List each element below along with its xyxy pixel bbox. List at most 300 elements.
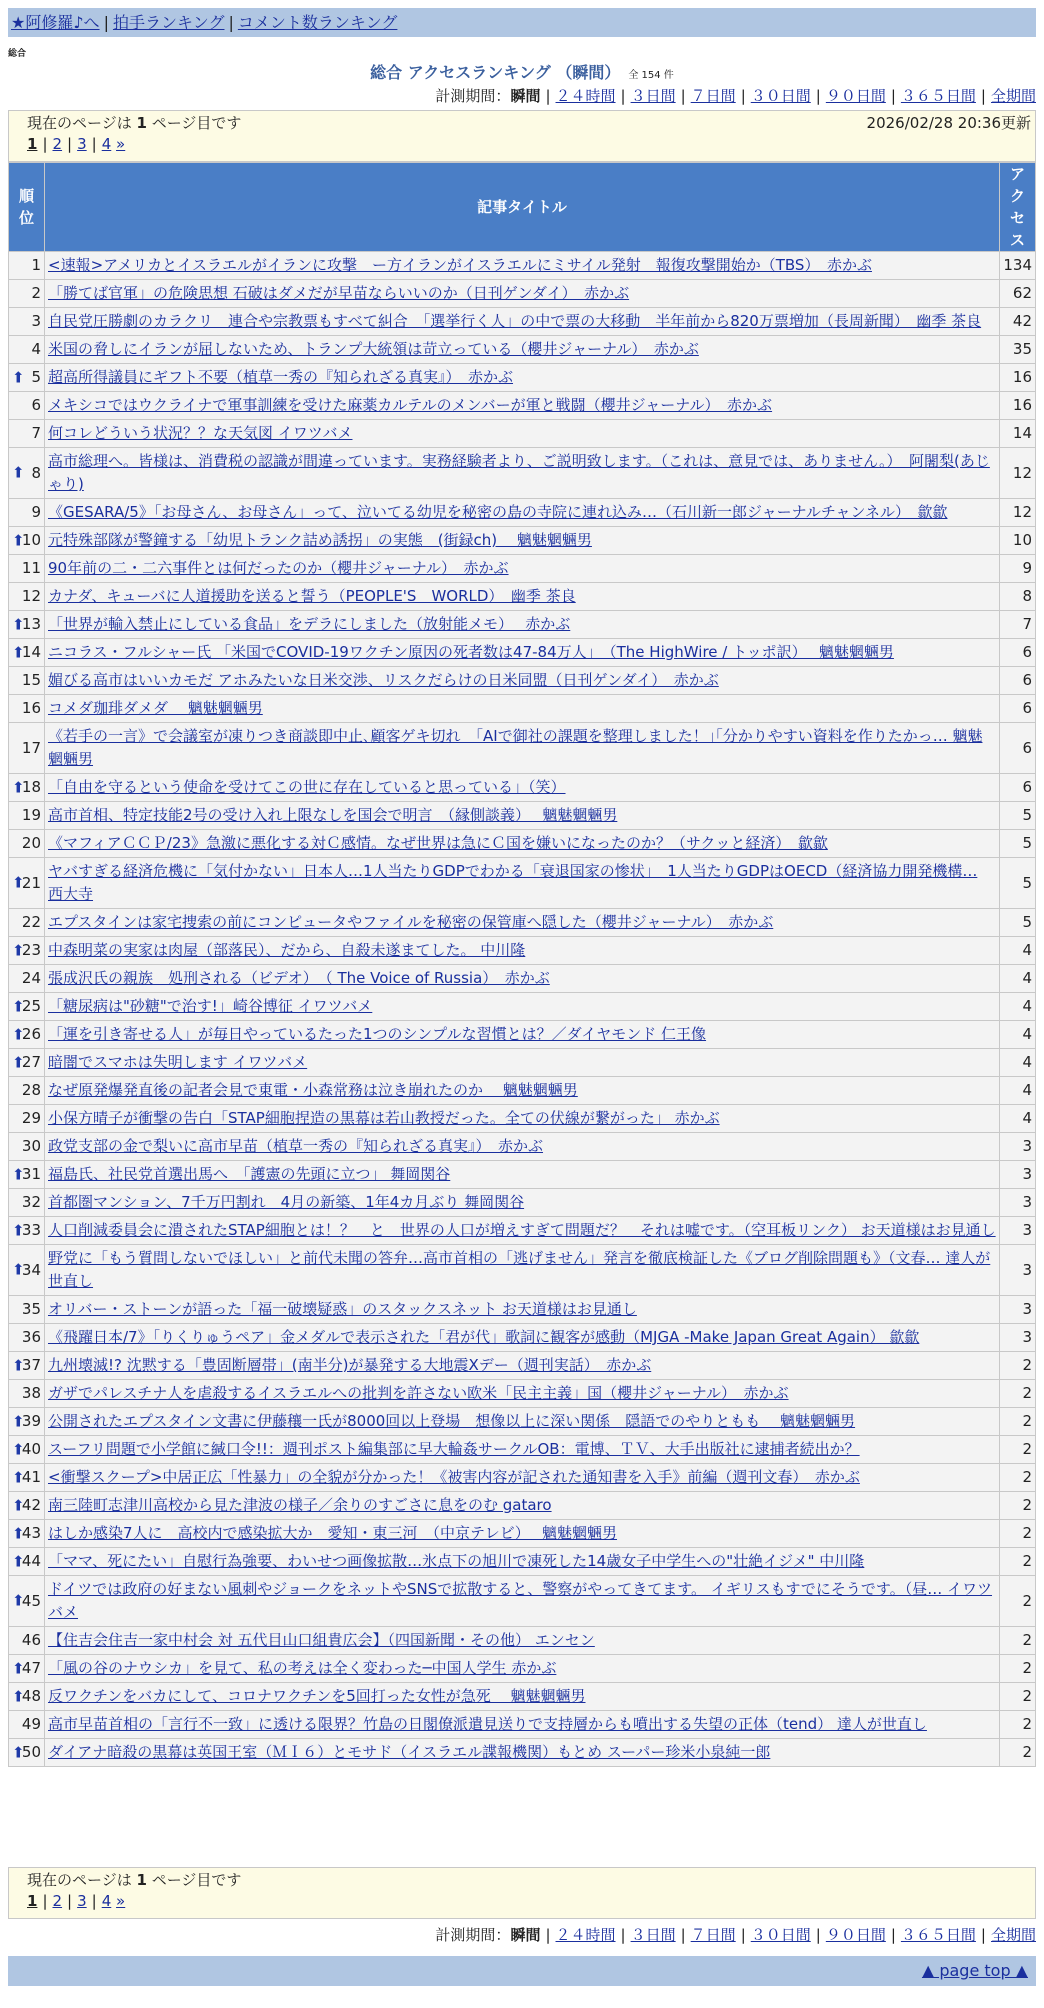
title-cell [45, 280, 1000, 308]
article-title-link[interactable]: エプスタインは家宅捜索の前にコンピュータやファイルを秘密の保管庫へ隠した（櫻井ジャーナル） 赤かぶ [48, 913, 774, 931]
updated-timestamp: 2026/02/28 20:36更新 [866, 114, 1031, 132]
period-option-link[interactable]: ９０日間 [825, 1926, 886, 1944]
rank-cell [9, 1683, 45, 1711]
article-title-link[interactable]: ドイツでは政府の好まない風刺やジョークをネットやSNSで拡散すると、警察がやってきてます。 イギリスもすでにそうです。（昼… イワツバメ [48, 1580, 993, 1621]
article-title-link[interactable]: 【住吉会住吉一家中村会 対 五代目山口組貴広会】（四国新聞・その他） エンセン [48, 1631, 595, 1649]
rank-number: 11 [21, 559, 41, 577]
article-title-link[interactable]: 高市総理へ。皆様は、消費税の認識が間違っています。実務経験者より、ご説明致します。（これは、意見では、ありません。） 阿闍梨(あじゃり) [48, 452, 990, 493]
home-link[interactable]: ★阿修羅♪へ [11, 13, 100, 32]
up-arrow-icon: ⬆ [12, 1260, 25, 1279]
access-count: 2 [1000, 1739, 1036, 1767]
title-cell [45, 499, 1000, 527]
rank-cell [9, 1077, 45, 1105]
table-row [9, 448, 1036, 499]
rank-cell [9, 1161, 45, 1189]
table-row [9, 1408, 1036, 1436]
title-cell [45, 555, 1000, 583]
period-option-link[interactable]: ２４時間 [555, 87, 616, 105]
title-cell [45, 336, 1000, 364]
rank-number: 40 [21, 1440, 41, 1458]
rank-cell [9, 420, 45, 448]
page-separator: | [42, 135, 48, 153]
period-label: 計測期間： [435, 87, 511, 105]
rank-number: 49 [21, 1715, 41, 1733]
article-title-link[interactable]: 高市早苗首相の「言行不一致」に透ける限界？竹島の日閣僚派遣見送りで支持層からも噴出する失望の正体（tend） 達人が世直し [48, 1715, 927, 1733]
rank-number: 26 [21, 1025, 41, 1043]
table-row [9, 1352, 1036, 1380]
access-count: 2 [1000, 1352, 1036, 1380]
clap-ranking-link[interactable]: 拍手ランキング [112, 13, 225, 32]
access-count: 5 [1000, 802, 1036, 830]
period-separator: | [680, 87, 686, 105]
article-title-link[interactable]: 高市首相、特定技能2号の受け入れ上限なしを国会で明言 （縁側談義） 魑魅魍魎男 [48, 806, 618, 824]
period-separator: | [545, 1926, 551, 1944]
title-cell [45, 1161, 1000, 1189]
period-separator: | [980, 1926, 986, 1944]
period-selector-top [435, 85, 1036, 107]
up-arrow-icon: ⬆ [12, 1591, 25, 1610]
article-title-link[interactable]: 九州壊滅!? 沈黙する「豊固断層帯」(南半分)が暴発する大地震Xデー（週刊実話） 赤かぶ [48, 1356, 652, 1374]
rank-cell [9, 1627, 45, 1655]
access-count: 5 [1000, 909, 1036, 937]
rank-number: 37 [21, 1356, 41, 1374]
up-arrow-icon: ⬆ [12, 1165, 25, 1183]
rank-cell [9, 1380, 45, 1408]
article-title-link[interactable]: 「風の谷のナウシカ」を見て、私の考えは全く変わった─中国人学生 赤かぶ [48, 1659, 557, 1677]
access-count: 3 [1000, 1217, 1036, 1245]
up-arrow-icon: ⬆ [12, 1552, 25, 1570]
access-count: 2 [1000, 1627, 1036, 1655]
up-arrow-icon: ⬆ [12, 1743, 25, 1761]
table-row [9, 858, 1036, 909]
rank-number: 5 [31, 368, 41, 386]
article-title-link[interactable]: 「勝てば官軍」の危険思想 石破はダメだが早苗ならいいのか（日刊ゲンダイ） 赤かぶ [48, 284, 630, 302]
rank-cell [9, 937, 45, 965]
rank-number: 30 [21, 1137, 41, 1155]
access-count: 4 [1000, 1021, 1036, 1049]
period-separator: | [815, 1926, 821, 1944]
period-option-link[interactable]: ３６５日間 [900, 87, 976, 105]
pagination [27, 1891, 1035, 1912]
rank-number: 34 [21, 1260, 41, 1279]
table-row [9, 1021, 1036, 1049]
period-separator: | [815, 87, 821, 105]
title-cell [45, 1655, 1000, 1683]
page-link[interactable]: 4 [101, 1892, 112, 1910]
period-selector-bottom [435, 1924, 1036, 1946]
rank-cell [9, 830, 45, 858]
table-row [9, 802, 1036, 830]
table-row [9, 639, 1036, 667]
period-option-link[interactable]: 全期間 [990, 1926, 1036, 1944]
article-title-link[interactable]: 《マフィアＣＣＰ/23》急激に悪化する対Ｃ感情。なぜ世界は急にＣ国を嫌いになったのか？（サクッと経済） 歙歙 [48, 834, 828, 852]
title-cell [45, 1324, 1000, 1352]
article-title-link[interactable]: 中森明菜の実家は肉屋（部落民）、だから、自殺未遂まてした。 中川隆 [48, 941, 526, 959]
period-separator: | [740, 87, 746, 105]
title-cell [45, 1464, 1000, 1492]
article-title-link[interactable]: 90年前の二・二六事件とは何だったのか（櫻井ジャーナル） 赤かぶ [48, 559, 509, 577]
up-arrow-icon: ⬆ [12, 1221, 25, 1239]
title-cell [45, 1217, 1000, 1245]
title-cell [45, 965, 1000, 993]
article-title-link[interactable]: ガザでパレスチナ人を虐殺するイスラエルへの批判を許さない欧米「民主主義」国（櫻井ジャーナル） 赤かぶ [48, 1384, 789, 1402]
rank-number: 8 [31, 463, 41, 482]
access-count: 4 [1000, 965, 1036, 993]
up-arrow-icon: ⬆ [12, 1053, 25, 1071]
rank-number: 45 [21, 1591, 41, 1610]
page-current: 1 [27, 135, 38, 153]
access-count: 10 [1000, 527, 1036, 555]
rank-number: 2 [31, 284, 41, 302]
access-count: 42 [1000, 308, 1036, 336]
period-option-link[interactable]: ３０日間 [750, 1926, 811, 1944]
period-separator: | [890, 87, 896, 105]
title-cell [45, 1077, 1000, 1105]
up-arrow-icon: ⬆ [12, 1524, 25, 1542]
article-title-link[interactable]: <衝撃スクープ>中居正広「性暴力」の全貌が分かった！《被害内容が記された通知書を入手》前編（週刊文春） 赤かぶ [48, 1468, 860, 1486]
table-row [9, 252, 1036, 280]
access-count: 2 [1000, 1408, 1036, 1436]
table-row [9, 1711, 1036, 1739]
article-title-link[interactable]: はしか感染7人に 高校内で感染拡大か 愛知・東三河 （中京テレビ） 魑魅魍魎男 [48, 1524, 618, 1542]
page-link[interactable]: 3 [77, 1892, 87, 1910]
period-option-link[interactable]: 全期間 [990, 87, 1036, 105]
period-separator: | [680, 1926, 686, 1944]
rank-cell [9, 858, 45, 909]
table-row [9, 1296, 1036, 1324]
up-arrow-icon: ⬆ [12, 1025, 25, 1043]
bottom-bar [8, 1956, 1036, 1986]
total-count: 全 154 件 [628, 70, 674, 81]
article-title-link[interactable]: 野党に「もう質問しないでほしい」と前代未聞の答弁…高市首相の「逃げません」発言を徹底検証した《ブログ削除問題も》（文春… 達人が世直し [48, 1249, 991, 1290]
article-title-link[interactable]: 「世界が輸入禁止にしている食品」をデラにしました（放射能メモ） 赤かぶ [48, 615, 571, 633]
period-separator: | [890, 1926, 896, 1944]
rank-cell [9, 723, 45, 774]
article-title-link[interactable]: 「運を引き寄せる人」が毎日やっているたった1つのシンプルな習慣とは？／ダイヤモンド 仁王像 [48, 1025, 707, 1043]
title-cell [45, 1627, 1000, 1655]
title-cell [45, 993, 1000, 1021]
rank-cell [9, 1520, 45, 1548]
rank-number: 36 [21, 1328, 41, 1346]
rank-cell [9, 1324, 45, 1352]
table-row [9, 527, 1036, 555]
title-cell [45, 830, 1000, 858]
table-row [9, 667, 1036, 695]
access-count: 9 [1000, 555, 1036, 583]
table-row [9, 499, 1036, 527]
table-row [9, 1655, 1036, 1683]
title-cell [45, 448, 1000, 499]
title-cell [45, 667, 1000, 695]
access-count: 3 [1000, 1245, 1036, 1296]
title-cell [45, 527, 1000, 555]
article-title-link[interactable]: 「ママ、死にたい」自慰行為強要、わいせつ画像拡散…氷点下の旭川で凍死した14歳女子中学生への"壮絶イジメ" 中川隆 [48, 1552, 865, 1570]
rank-number: 38 [21, 1384, 41, 1402]
rank-number: 41 [21, 1468, 41, 1486]
article-title-link[interactable]: なぜ原発爆発直後の記者会見で東電・小森常務は泣き崩れたのか 魑魅魍魎男 [48, 1081, 578, 1099]
article-title-link[interactable]: 政党支部の金で梨いに高市早苗（植草一秀の『知られざる真実』） 赤かぶ [48, 1137, 544, 1155]
title-cell [45, 420, 1000, 448]
period-option-link[interactable]: ２４時間 [555, 1926, 616, 1944]
article-title-link[interactable]: 反ワクチンをバカにして、コロナワクチンを5回打った女性が急死 魑魅魍魎男 [48, 1687, 586, 1705]
period-option-link[interactable]: ７日間 [690, 87, 736, 105]
article-title-link[interactable]: 《若手の一言》で会議室が凍りつき商談即中止､顧客ゲキ切れ 「AIで御社の課題を整理しました！｣｢分かりやすい資料を作りたかっ… 魑魅魍魎男 [48, 727, 983, 768]
article-title-link[interactable]: 「糖尿病は"砂糖"で治す!」崎谷博征 イワツバメ [48, 997, 373, 1015]
rank-cell [9, 252, 45, 280]
rank-cell [9, 1245, 45, 1296]
up-arrow-icon: ⬆ [12, 1356, 25, 1374]
pagination [27, 134, 1035, 155]
article-title-link[interactable]: 何コレどういう状況？？な天気図 イワツバメ [48, 424, 353, 442]
table-row [9, 1576, 1036, 1627]
title-cell [45, 723, 1000, 774]
title-cell [45, 1245, 1000, 1296]
rank-cell [9, 774, 45, 802]
table-row [9, 1077, 1036, 1105]
up-arrow-icon: ⬆ [12, 1412, 25, 1430]
rank-cell [9, 1105, 45, 1133]
rank-cell [9, 527, 45, 555]
title-cell [45, 252, 1000, 280]
page-separator: | [67, 135, 73, 153]
article-title-link[interactable]: 超高所得議員にギフト不要（植草一秀の『知られざる真実』） 赤かぶ [48, 368, 514, 386]
rank-number: 32 [21, 1193, 41, 1211]
article-title-link[interactable]: カナダ、キューバに人道援助を送ると誓う（PEOPLE'S WORLD） 幽季 茶良 [48, 587, 576, 605]
page-separator: | [42, 1892, 48, 1910]
rank-cell [9, 993, 45, 1021]
article-title-link[interactable]: 暗闇でスマホは失明します イワツバメ [48, 1053, 308, 1071]
article-title-link[interactable]: 《GESARA/5》「お母さん、お母さん」って、泣いてる幼児を秘密の島の寺院に連れ込み…（石川新一郎ジャーナルチャンネル） 歙歙 [48, 503, 948, 521]
access-count: 2 [1000, 1548, 1036, 1576]
current-page-text [27, 1870, 1035, 1891]
access-count: 4 [1000, 993, 1036, 1021]
rank-cell [9, 667, 45, 695]
rank-cell [9, 965, 45, 993]
period-option-link[interactable]: ３０日間 [750, 87, 811, 105]
title-cell [45, 1380, 1000, 1408]
comment-ranking-link[interactable]: コメント数ランキング [237, 13, 398, 32]
rank-number: 12 [21, 587, 41, 605]
access-count: 3 [1000, 1189, 1036, 1217]
title-cell [45, 611, 1000, 639]
article-title-link[interactable]: 公開されたエプスタイン文書に伊藤穰一氏が8000回以上登場 想像以上に深い関係 隠語でのやりともも 魑魅魍魎男 [48, 1412, 856, 1430]
rank-cell [9, 909, 45, 937]
rank-number: 4 [31, 340, 41, 358]
article-title-link[interactable]: 人口削減委員会に潰されたSTAP細胞とは！？ と 世界の人口が増えすぎて問題だ？ それは嘘です。（空耳板リンク） お天道様はお見通し [48, 1221, 996, 1239]
table-row [9, 1324, 1036, 1352]
title-cell [45, 1436, 1000, 1464]
article-title-link[interactable]: 《飛躍日本/7》「りくりゅうペア」金メダルで表示された「君が代」歌詞に観客が感動（MJGA -Make Japan Great Again） 歙歙 [48, 1328, 920, 1346]
access-count: 7 [1000, 611, 1036, 639]
access-count: 4 [1000, 937, 1036, 965]
rank-cell [9, 1464, 45, 1492]
title-cell [45, 909, 1000, 937]
table-row [9, 1683, 1036, 1711]
period-separator: | [620, 1926, 626, 1944]
title-cell [45, 1021, 1000, 1049]
access-count: 6 [1000, 723, 1036, 774]
article-title-link[interactable]: メキシコではウクライナで軍事訓練を受けた麻薬カルテルのメンバーが軍と戦闘（櫻井ジャーナル） 赤かぶ [48, 396, 773, 414]
table-row [9, 583, 1036, 611]
access-count: 2 [1000, 1464, 1036, 1492]
rank-cell [9, 555, 45, 583]
table-row [9, 965, 1036, 993]
table-row [9, 1161, 1036, 1189]
access-count: 16 [1000, 392, 1036, 420]
article-title-link[interactable]: 張成沢氏の親族 処刑される（ビデオ） （ The Voice of Russia） 赤かぶ [48, 969, 550, 987]
rank-number: 9 [31, 503, 41, 521]
article-title-link[interactable]: 南三陸町志津川高校から見た津波の様子／余りのすごさに息をのむ gataro [48, 1496, 552, 1514]
title-cell [45, 1576, 1000, 1627]
access-count: 6 [1000, 774, 1036, 802]
table-row [9, 774, 1036, 802]
period-current: 瞬間 [510, 1926, 541, 1944]
table-row [9, 280, 1036, 308]
article-title-link[interactable]: 元特殊部隊が警鐘する「幼児トランク詰め誘拐」の実態 (街録ch) 魑魅魍魎男 [48, 531, 592, 549]
rank-cell [9, 1492, 45, 1520]
up-arrow-icon: ⬆ [12, 1440, 25, 1458]
article-title-link[interactable]: 首都圏マンション、7千万円割れ 4月の新築、1年4カ月ぶり 舞岡関谷 [48, 1193, 525, 1211]
title-cell [45, 774, 1000, 802]
rank-number: 47 [21, 1659, 41, 1677]
article-title-link[interactable]: ニコラス・フルシャー氏 「米国でCOVID-19ワクチン原因の死者数は47-84万人」 （The HighWire / トッポ訳） 魑魅魍魎男 [48, 643, 894, 661]
up-arrow-icon: ⬆ [12, 368, 25, 386]
title-cell [45, 1711, 1000, 1739]
page-link[interactable]: 4 [101, 135, 112, 153]
top-nav-bar [8, 8, 1036, 37]
col-header-rank: 順位 [9, 163, 45, 252]
current-page-suffix: ページ目です [151, 114, 242, 132]
article-title-link[interactable]: スーフリ問題で小学館に緘口令!!：週刊ポスト編集部に早大輪姦サークルOB：電博、ＴＶ、大手出版社に逮捕者続出か？ [48, 1440, 860, 1458]
current-page-suffix: ページ目です [151, 1871, 242, 1889]
article-title-link[interactable]: 「自由を守るという使命を受けてこの世に存在していると思っている」（笑） [48, 778, 566, 796]
period-option-link[interactable]: ９０日間 [825, 87, 886, 105]
rank-number: 3 [31, 312, 41, 330]
title-cell [45, 802, 1000, 830]
period-current: 瞬間 [510, 87, 541, 105]
table-row [9, 1548, 1036, 1576]
page-separator: | [91, 135, 97, 153]
rank-number: 39 [21, 1412, 41, 1430]
access-count: 3 [1000, 1324, 1036, 1352]
title-cell [45, 1683, 1000, 1711]
current-page-number: 1 [136, 1871, 147, 1889]
rank-cell [9, 1576, 45, 1627]
rank-cell [9, 1189, 45, 1217]
page-link[interactable]: 2 [52, 135, 63, 153]
article-title-link[interactable]: 媚びる高市はいいカモだ アホみたいな日米交渉、リスクだらけの日米同盟（日刊ゲンダイ） 赤かぶ [48, 671, 719, 689]
period-option-link[interactable]: ７日間 [690, 1926, 736, 1944]
table-row [9, 1739, 1036, 1767]
table-row [9, 723, 1036, 774]
ranking-table [8, 162, 1036, 1767]
access-count: 5 [1000, 830, 1036, 858]
page-next-link[interactable]: » [116, 1892, 126, 1910]
access-count: 3 [1000, 1161, 1036, 1189]
rank-cell [9, 1133, 45, 1161]
access-count: 16 [1000, 364, 1036, 392]
up-arrow-icon: ⬆ [12, 1687, 25, 1705]
table-row [9, 909, 1036, 937]
access-count: 4 [1000, 1105, 1036, 1133]
up-arrow-icon: ⬆ [12, 1496, 25, 1514]
title-cell [45, 1492, 1000, 1520]
table-header-row [9, 163, 1036, 252]
period-option-link[interactable]: ３日間 [630, 1926, 676, 1944]
article-title-link[interactable]: 米国の脅しにイランが屈しないため、トランプ大統領は苛立っている（櫻井ジャーナル） 赤かぶ [48, 340, 699, 358]
article-title-link[interactable]: ダイアナ暗殺の黒幕は英国王室（ＭＩ６）とモサド（イスラエル諜報機関）もとめ スーパー珍米小泉純一郎 [48, 1743, 771, 1761]
table-row [9, 1627, 1036, 1655]
rank-cell [9, 1408, 45, 1436]
rank-cell [9, 1548, 45, 1576]
article-title-link[interactable]: <速報>アメリカとイスラエルがイランに攻撃 ー方イランがイスラエルにミサイル発射 報復攻撃開始か（TBS） 赤かぶ [48, 256, 872, 274]
table-row [9, 364, 1036, 392]
access-count: 3 [1000, 1133, 1036, 1161]
rank-cell [9, 336, 45, 364]
title-cell [45, 1189, 1000, 1217]
access-count: 6 [1000, 667, 1036, 695]
period-option-link[interactable]: ３６５日間 [900, 1926, 976, 1944]
rank-cell [9, 611, 45, 639]
period-option-link[interactable]: ３日間 [630, 87, 676, 105]
title-cell [45, 639, 1000, 667]
access-count: 2 [1000, 1436, 1036, 1464]
table-row [9, 937, 1036, 965]
up-arrow-icon: ⬆ [12, 778, 25, 796]
up-arrow-icon: ⬆ [12, 1468, 25, 1486]
up-arrow-icon: ⬆ [12, 643, 25, 661]
page-next-link[interactable]: » [116, 135, 126, 153]
period-label: 計測期間： [435, 1926, 511, 1944]
table-row [9, 1049, 1036, 1077]
page-link[interactable]: 2 [52, 1892, 63, 1910]
rank-cell [9, 308, 45, 336]
article-title-link[interactable]: 自民党圧勝劇のカラクリ 連合や宗教票もすべて糾合 「選挙行く人」の中で票の大移動 半年前から820万票増加（長周新聞） 幽季 茶良 [48, 312, 982, 330]
access-count: 35 [1000, 336, 1036, 364]
rank-number: 14 [21, 643, 41, 661]
title-cell [45, 1105, 1000, 1133]
page-link[interactable]: 3 [77, 135, 87, 153]
title-cell [45, 364, 1000, 392]
rank-number: 44 [21, 1552, 41, 1570]
rank-cell [9, 1739, 45, 1767]
access-count: 12 [1000, 448, 1036, 499]
article-title-link[interactable]: ヤバすぎる経済危機に「気付かない」日本人…1人当たりGDPでわかる「衰退国家の惨状」 1人当たりGDPはOECD（経済協力開発機構… 西大寺 [48, 862, 978, 903]
article-title-link[interactable]: 小保方晴子が衝撃の告白「STAP細胞捏造の黒幕は若山教授だった。全ての伏線が繋がった」 赤かぶ [48, 1109, 720, 1127]
page-info-bottom [8, 1867, 1036, 1919]
rank-number: 29 [21, 1109, 41, 1127]
table-row [9, 1133, 1036, 1161]
article-title-link[interactable]: オリバー・ストーンが語った「福一破壊疑惑」のスタックスネット お天道様はお見通し [48, 1300, 637, 1318]
col-header-title: 記事タイトル [45, 163, 1000, 252]
rank-number: 16 [21, 699, 41, 717]
table-row [9, 1217, 1036, 1245]
table-row [9, 695, 1036, 723]
access-count: 2 [1000, 1492, 1036, 1520]
col-header-access: アクセス [1000, 163, 1036, 252]
article-title-link[interactable]: コメダ珈琲ダメダ 魑魅魍魎男 [48, 699, 263, 717]
article-title-link[interactable]: 福島氏、社民党首選出馬へ 「護憲の先頭に立つ」 舞岡関谷 [48, 1165, 451, 1183]
table-row [9, 1436, 1036, 1464]
period-separator: | [545, 87, 551, 105]
table-row [9, 1464, 1036, 1492]
page-top-link[interactable]: ▲ page top ▲ [921, 1961, 1028, 1980]
access-count: 2 [1000, 1380, 1036, 1408]
title-cell [45, 937, 1000, 965]
rank-number: 21 [21, 873, 41, 892]
table-row [9, 392, 1036, 420]
access-count: 4 [1000, 1049, 1036, 1077]
